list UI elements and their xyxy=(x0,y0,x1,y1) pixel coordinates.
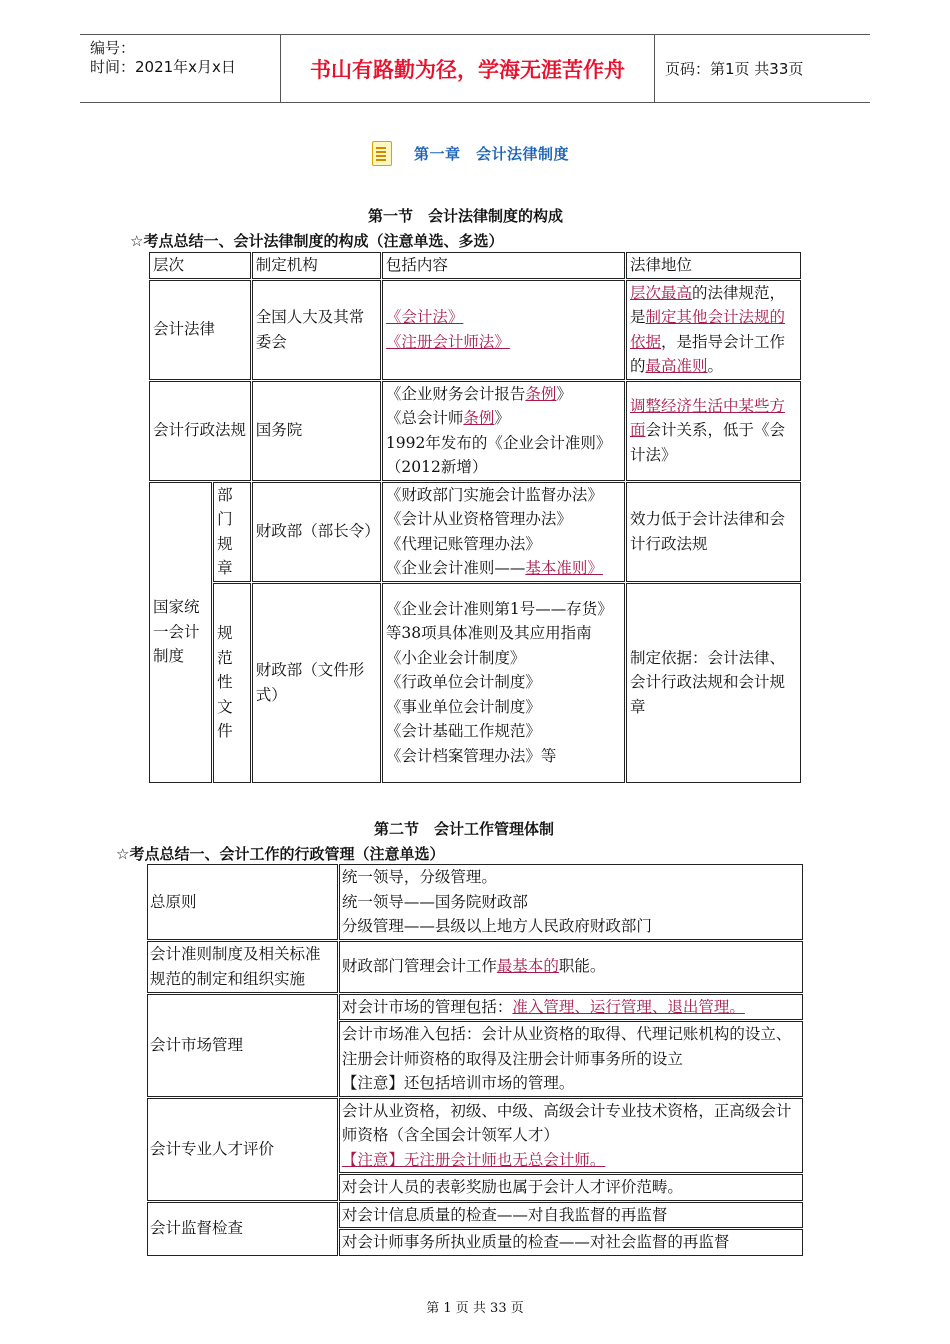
content-cell: 对会计市场的管理包括：准入管理、运行管理、退出管理。 xyxy=(339,994,803,1021)
key-point-heading: ☆考点总结一、会计工作的行政管理（注意单选） xyxy=(116,845,445,863)
table-row xyxy=(149,583,801,783)
content-line: 《会计法》 xyxy=(385,308,464,326)
content-cell: 财政部门管理会计工作最基本的职能。 xyxy=(339,941,803,993)
key-point-heading: ☆考点总结一、会计法律制度的构成（注意单选、多选） xyxy=(130,232,504,250)
table-row xyxy=(147,994,803,1021)
header-cell: 法律地位 xyxy=(626,252,801,279)
section-title: 第二节 会计工作管理体制 xyxy=(374,820,555,838)
header-page-label: 页码：第1页 共33页 xyxy=(665,60,804,78)
table-row xyxy=(149,381,801,481)
group-label-cell: 国家统一会计制度 xyxy=(149,482,212,783)
content-cell: 对会计信息质量的检查——对自我监督的再监督 xyxy=(339,1202,803,1229)
level-cell: 会计行政法规 xyxy=(149,381,251,481)
table-header-row xyxy=(149,252,801,279)
header-cell: 包括内容 xyxy=(382,252,625,279)
content-cell xyxy=(382,280,625,380)
org-cell: 全国人大及其常委会 xyxy=(252,280,381,380)
table-row xyxy=(147,1202,803,1229)
page-footer: 第 1 页 共 33 页 xyxy=(426,1301,524,1316)
header-motto: 书山有路勤为径，学海无涯苦作舟 xyxy=(281,35,655,102)
status-cell: 效力低于会计法律和会计行政法规 xyxy=(626,482,801,582)
content-cell: 对会计人员的表彰奖励也属于会计人才评价范畴。 xyxy=(339,1174,803,1201)
content-cell: 《企业会计准则第1号——存货》等38项具体准则及其应用指南 《小企业会计制度》 《行政单位会计制度》 《事业单位会计制度》 《会计基础工作规范》 《会计档案管理办法》等 xyxy=(382,583,625,783)
label-cell: 会计市场管理 xyxy=(147,994,338,1097)
section-title: 第一节 会计法律制度的构成 xyxy=(368,207,564,225)
org-cell: 财政部（文件形式） xyxy=(252,583,381,783)
content-cell: 对会计师事务所执业质量的检查——对社会监督的再监督 xyxy=(339,1229,803,1256)
status-cell: 层次最高的法律规范，是制定其他会计法规的依据，是指导会计工作的最高准则。 xyxy=(626,280,801,380)
org-cell: 财政部（部长令） xyxy=(252,482,381,582)
time-label: 时间：2021年x月x日 xyxy=(90,58,236,76)
page-header xyxy=(80,34,870,103)
table-row xyxy=(147,941,803,993)
table-row xyxy=(149,482,801,582)
label-cell: 总原则 xyxy=(147,864,338,940)
status-cell: 调整经济生活中某些方面会计关系，低于《会计法》 xyxy=(626,381,801,481)
legal-structure-table xyxy=(148,251,802,784)
header-cell: 制定机构 xyxy=(252,252,381,279)
level-cell: 会计法律 xyxy=(149,280,251,380)
content-cell: 《财政部门实施会计监督办法》 《会计从业资格管理办法》 《代理记账管理办法》 《企业会计准则——基本准则》 xyxy=(382,482,625,582)
label-cell: 会计准则制度及相关标准规范的制定和组织实施 xyxy=(147,941,338,993)
status-cell: 制定依据：会计法律、会计行政法规和会计规章 xyxy=(626,583,801,783)
label-cell: 会计监督检查 xyxy=(147,1202,338,1256)
number-label: 编号： xyxy=(90,39,136,57)
header-cell: 层次 xyxy=(149,252,251,279)
table-row xyxy=(149,280,801,380)
sub-level-cell: 部门规章 xyxy=(213,482,251,582)
content-line: 1992年发布的《企业会计准则》（2012新增） xyxy=(385,433,612,476)
table-row xyxy=(147,1098,803,1174)
table-row xyxy=(147,864,803,940)
header-meta xyxy=(80,35,281,102)
admin-management-table xyxy=(146,863,804,1257)
content-cell xyxy=(382,381,625,481)
content-line: 《总会计师条例》 xyxy=(385,409,510,427)
document-icon xyxy=(370,140,392,166)
chapter-title: 第一章 会计法律制度 xyxy=(414,144,570,163)
chapter-heading xyxy=(370,140,569,166)
content-cell: 会计市场准入包括：会计从业资格的取得、代理记账机构的设立、注册会计师资格的取得及注册会计师事务所的设立 【注意】还包括培训市场的管理。 xyxy=(339,1021,803,1097)
org-cell: 国务院 xyxy=(252,381,381,481)
content-line: 《企业财务会计报告条例》 xyxy=(385,384,572,403)
content-line: 《注册会计师法》 xyxy=(385,332,510,351)
label-cell: 会计专业人才评价 xyxy=(147,1098,338,1201)
sub-level-cell: 规范性文件 xyxy=(213,583,251,783)
content-cell: 统一领导，分级管理。 统一领导——国务院财政部 分级管理——县级以上地方人民政府财政部门 xyxy=(339,864,803,940)
content-cell: 会计从业资格，初级、中级、高级会计专业技术资格，正高级会计师资格（含全国会计领军人才） 【注意】无注册会计师也无总会计师。 xyxy=(339,1098,803,1174)
